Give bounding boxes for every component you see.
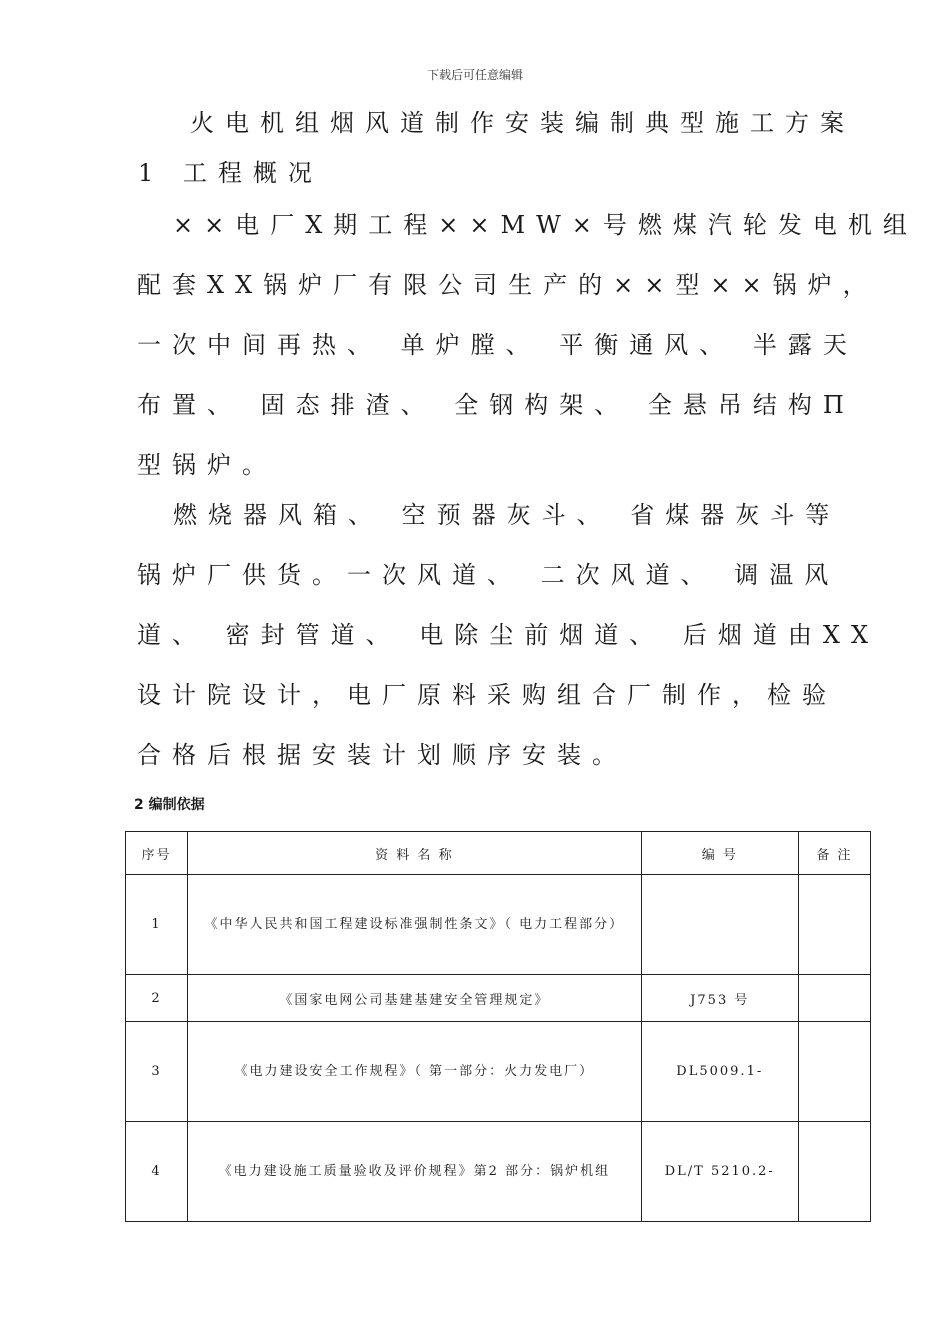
- paragraph-2-line-4: 设计院设计，电厂原料采购组合厂制作，检验: [137, 681, 837, 709]
- table-row: [126, 1122, 871, 1222]
- header-remark: 备 注: [798, 832, 870, 875]
- header-code: 编 号: [641, 832, 798, 875]
- reference-table: [125, 831, 871, 1222]
- paragraph-1-line-3: 一次中间再热、 单炉膛、 平衡通风、 半露天: [137, 331, 858, 359]
- row-no: 1: [126, 875, 188, 975]
- paragraph-2-line-5: 合格后根据安装计划顺序安装。: [137, 741, 627, 769]
- row-name: 《国家电网公司基建基建安全管理规定》: [188, 975, 642, 1022]
- row-remark: [798, 1122, 870, 1222]
- row-no: 4: [126, 1122, 188, 1222]
- table-header-row: [126, 832, 871, 875]
- table-row: [126, 975, 871, 1022]
- paragraph-1-line-4: 布置、 固态排渣、 全钢构架、 全悬吊结构Π: [137, 391, 855, 419]
- section-1-heading: [138, 158, 323, 188]
- header-no: 序号: [126, 832, 188, 875]
- table-row: [126, 875, 871, 975]
- row-code: J753 号: [641, 975, 798, 1022]
- row-name: 《中华人民共和国工程建设标准强制性条文》（ 电力工程部分）: [188, 875, 642, 975]
- section-1-title: 工程概况: [182, 159, 323, 187]
- document-title: 火电机组烟风道制作安装编制典型施工方案: [190, 109, 855, 137]
- row-code: DL/T 5210.2-: [641, 1122, 798, 1222]
- row-name: 《电力建设安全工作规程》（ 第一部分：火力发电厂）: [188, 1022, 642, 1122]
- paragraph-1-line-2: 配套XX锅炉厂有限公司生产的××型××锅炉，: [137, 271, 878, 299]
- row-no: 3: [126, 1022, 188, 1122]
- row-no: 2: [126, 975, 188, 1022]
- paragraph-2-line-2: 锅炉厂供货。一次风道、 二次风道、 调温风: [137, 561, 840, 589]
- paragraph-2-line-1: 燃烧器风箱、 空预器灰斗、 省煤器灰斗等: [173, 501, 841, 529]
- section-1-number: 1: [138, 159, 165, 187]
- row-remark: [798, 975, 870, 1022]
- paragraph-1-line-1: ××电厂X期工程××MW×号燃煤汽轮发电机组: [173, 211, 918, 239]
- row-code: DL5009.1-: [641, 1022, 798, 1122]
- paragraph-1-line-5: 型锅炉。: [137, 451, 277, 479]
- header-name: 资 料 名 称: [188, 832, 642, 875]
- section-2-heading: 2 编制依据: [134, 797, 205, 813]
- row-remark: [798, 875, 870, 975]
- row-name: 《电力建设施工质量验收及评价规程》第2 部分：锅炉机组: [188, 1122, 642, 1222]
- page-header-note: 下载后可任意编辑: [426, 68, 523, 82]
- row-code: [641, 875, 798, 975]
- row-remark: [798, 1022, 870, 1122]
- table-row: [126, 1022, 871, 1122]
- paragraph-2-line-3: 道、 密封管道、 电除尘前烟道、 后烟道由XX: [137, 621, 880, 649]
